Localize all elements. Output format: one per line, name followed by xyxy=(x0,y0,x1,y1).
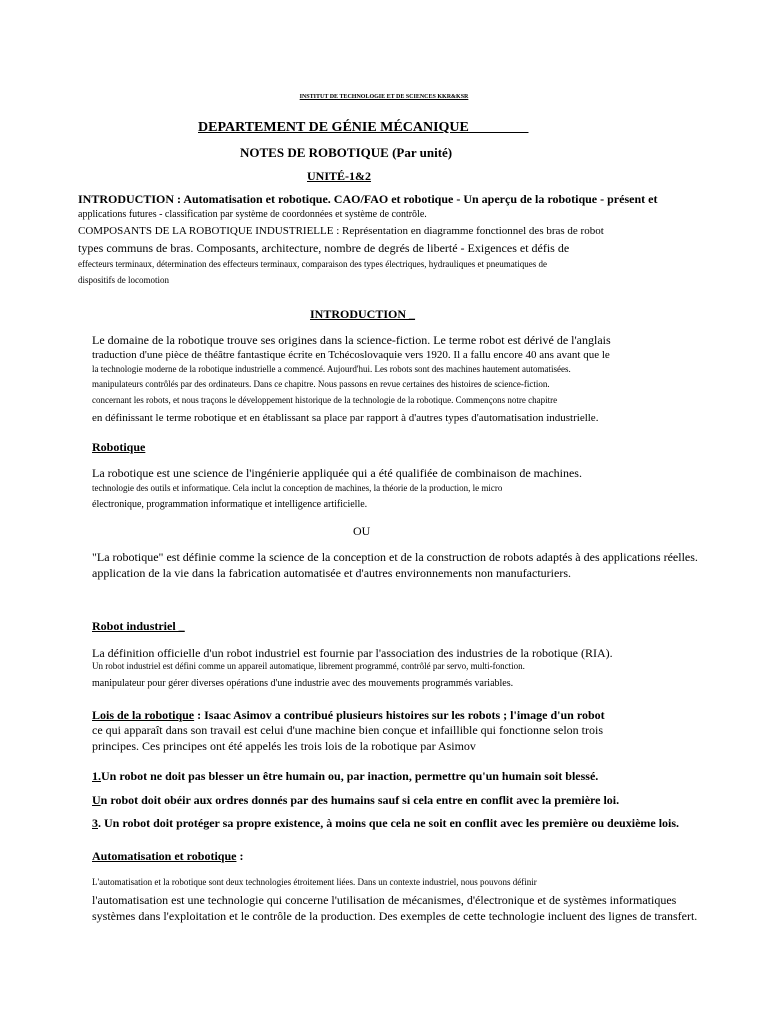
paragraph-line: La définition officielle d'un robot industriel est fournie par l'association des industries de la robotique (RIA). xyxy=(92,646,613,660)
lois-heading-line xyxy=(92,709,605,721)
law-1-number: 1. xyxy=(92,769,101,783)
paragraph-line: la technologie moderne de la robotique industrielle a commencé. Aujourd'hui. Les robots sont des machines hautement automatisées. xyxy=(92,364,571,374)
automatisation-heading-line xyxy=(92,850,243,862)
paragraph-line: concernant les robots, et nous traçons le développement historique de la technologie de la robotique. Commençons notre chapitre xyxy=(92,395,558,405)
paragraph-line: manipulateurs contrôlés par des ordinateurs. Dans ce chapitre. Nous passons en revue certaines des histoires de science-fiction. xyxy=(92,379,550,389)
syllabus-line: COMPOSANTS DE LA ROBOTIQUE INDUSTRIELLE : Représentation en diagramme fonctionnel des bras de robot xyxy=(78,225,604,237)
law-3 xyxy=(92,817,679,829)
law-3-number: 3 xyxy=(92,816,98,830)
paragraph-line: application de la vie dans la fabrication automatisée et d'autres environnements non manufacturiers. xyxy=(92,566,571,580)
paragraph-line: traduction d'une pièce de théâtre fantastique écrite en Tchécoslovaquie vers 1920. Il a fallu encore 40 ans avant que le xyxy=(92,349,610,361)
law-2 xyxy=(92,794,619,806)
paragraph-line: principes. Ces principes ont été appelés les trois lois de la robotique par Asimov xyxy=(92,739,476,753)
automatisation-heading-rest: : xyxy=(236,849,244,863)
syllabus-line: types communs de bras. Composants, architecture, nombre de degrés de liberté - Exigences et défis de xyxy=(78,241,570,255)
paragraph-line: technologie des outils et informatique. Cela inclut la conception de machines, la théorie de la production, le micro xyxy=(92,483,503,493)
paragraph-line: "La robotique" est définie comme la science de la conception et de la construction de robots adaptés à des applications réelles. xyxy=(92,550,698,564)
syllabus-line: INTRODUCTION : Automatisation et robotique. CAO/FAO et robotique - Un aperçu de la robotique - présent et xyxy=(78,192,658,206)
paragraph-line: ce qui apparaît dans son travail est celui d'une machine bien conçue et infaillible qui fonctionne selon trois xyxy=(92,723,603,737)
institute-title: INSTITUT DE TECHNOLOGIE ET DE SCIENCES KKR&KSR xyxy=(299,94,469,100)
law-3-text: . Un robot doit protéger sa propre existence, à moins que cela ne soit en conflit avec les première ou deuxième lois. xyxy=(98,816,680,830)
notes-title: NOTES DE ROBOTIQUE (Par unité) xyxy=(240,145,453,160)
law-2-first-letter: U xyxy=(92,793,101,807)
unit-label: UNITÉ-1&2 xyxy=(307,169,372,183)
paragraph-line: L'automatisation et la robotique sont deux technologies étroitement liées. Dans un contexte industriel, nous pouvons définir xyxy=(92,877,537,887)
law-1-text: Un robot ne doit pas blesser un être humain ou, par inaction, permettre qu'un humain soit blessé. xyxy=(101,769,599,783)
paragraph-line: manipulateur pour gérer diverses opérations d'une industrie avec des mouvements programmés variables. xyxy=(92,678,514,689)
ou-separator: OU xyxy=(353,524,371,538)
department-title: DEPARTEMENT DE GÉNIE MÉCANIQUE ________ xyxy=(198,120,529,135)
robotique-heading: Robotique xyxy=(92,440,146,454)
robot-industriel-heading: Robot industriel _ xyxy=(92,619,185,633)
lois-heading: Lois de la robotique xyxy=(92,708,195,722)
paragraph-line: en définissant le terme robotique et en établissant sa place par rapport à d'autres types d'automatisation industrielle. xyxy=(92,412,599,424)
law-1 xyxy=(92,770,598,782)
paragraph-line: Le domaine de la robotique trouve ses origines dans la science-fiction. Le terme robot est dérivé de l'anglais xyxy=(92,333,611,347)
law-2-text: n robot doit obéir aux ordres donnés par des humains sauf si cela entre en conflit avec la première loi. xyxy=(100,793,620,807)
lois-heading-rest: : Isaac Asimov a contribué plusieurs histoires sur les robots ; l'image d'un robot xyxy=(194,708,605,722)
paragraph-line: électronique, programmation informatique et intelligence artificielle. xyxy=(92,499,368,510)
introduction-heading: INTRODUCTION _ xyxy=(310,307,416,321)
syllabus-line: applications futures - classification par système de coordonnées et système de contrôle. xyxy=(78,209,427,220)
paragraph-line: l'automatisation est une technologie qui concerne l'utilisation de mécanismes, d'électronique et de systèmes informatiques xyxy=(92,893,677,907)
automatisation-heading: Automatisation et robotique xyxy=(92,849,237,863)
syllabus-line: effecteurs terminaux, détermination des effecteurs terminaux, comparaison des types électriques, hydrauliques et pneumatiques de xyxy=(78,259,548,269)
paragraph-line: Un robot industriel est défini comme un appareil automatique, librement programmé, contrôlé par servo, multi-fonction. xyxy=(92,661,525,671)
paragraph-line: systèmes dans l'exploitation et le contrôle de la production. Des exemples de cette technologie incluent des lignes de transfert. xyxy=(92,909,698,923)
syllabus-line: dispositifs de locomotion xyxy=(78,275,169,285)
paragraph-line: La robotique est une science de l'ingénierie appliquée qui a été qualifiée de combinaison de machines. xyxy=(92,466,582,480)
